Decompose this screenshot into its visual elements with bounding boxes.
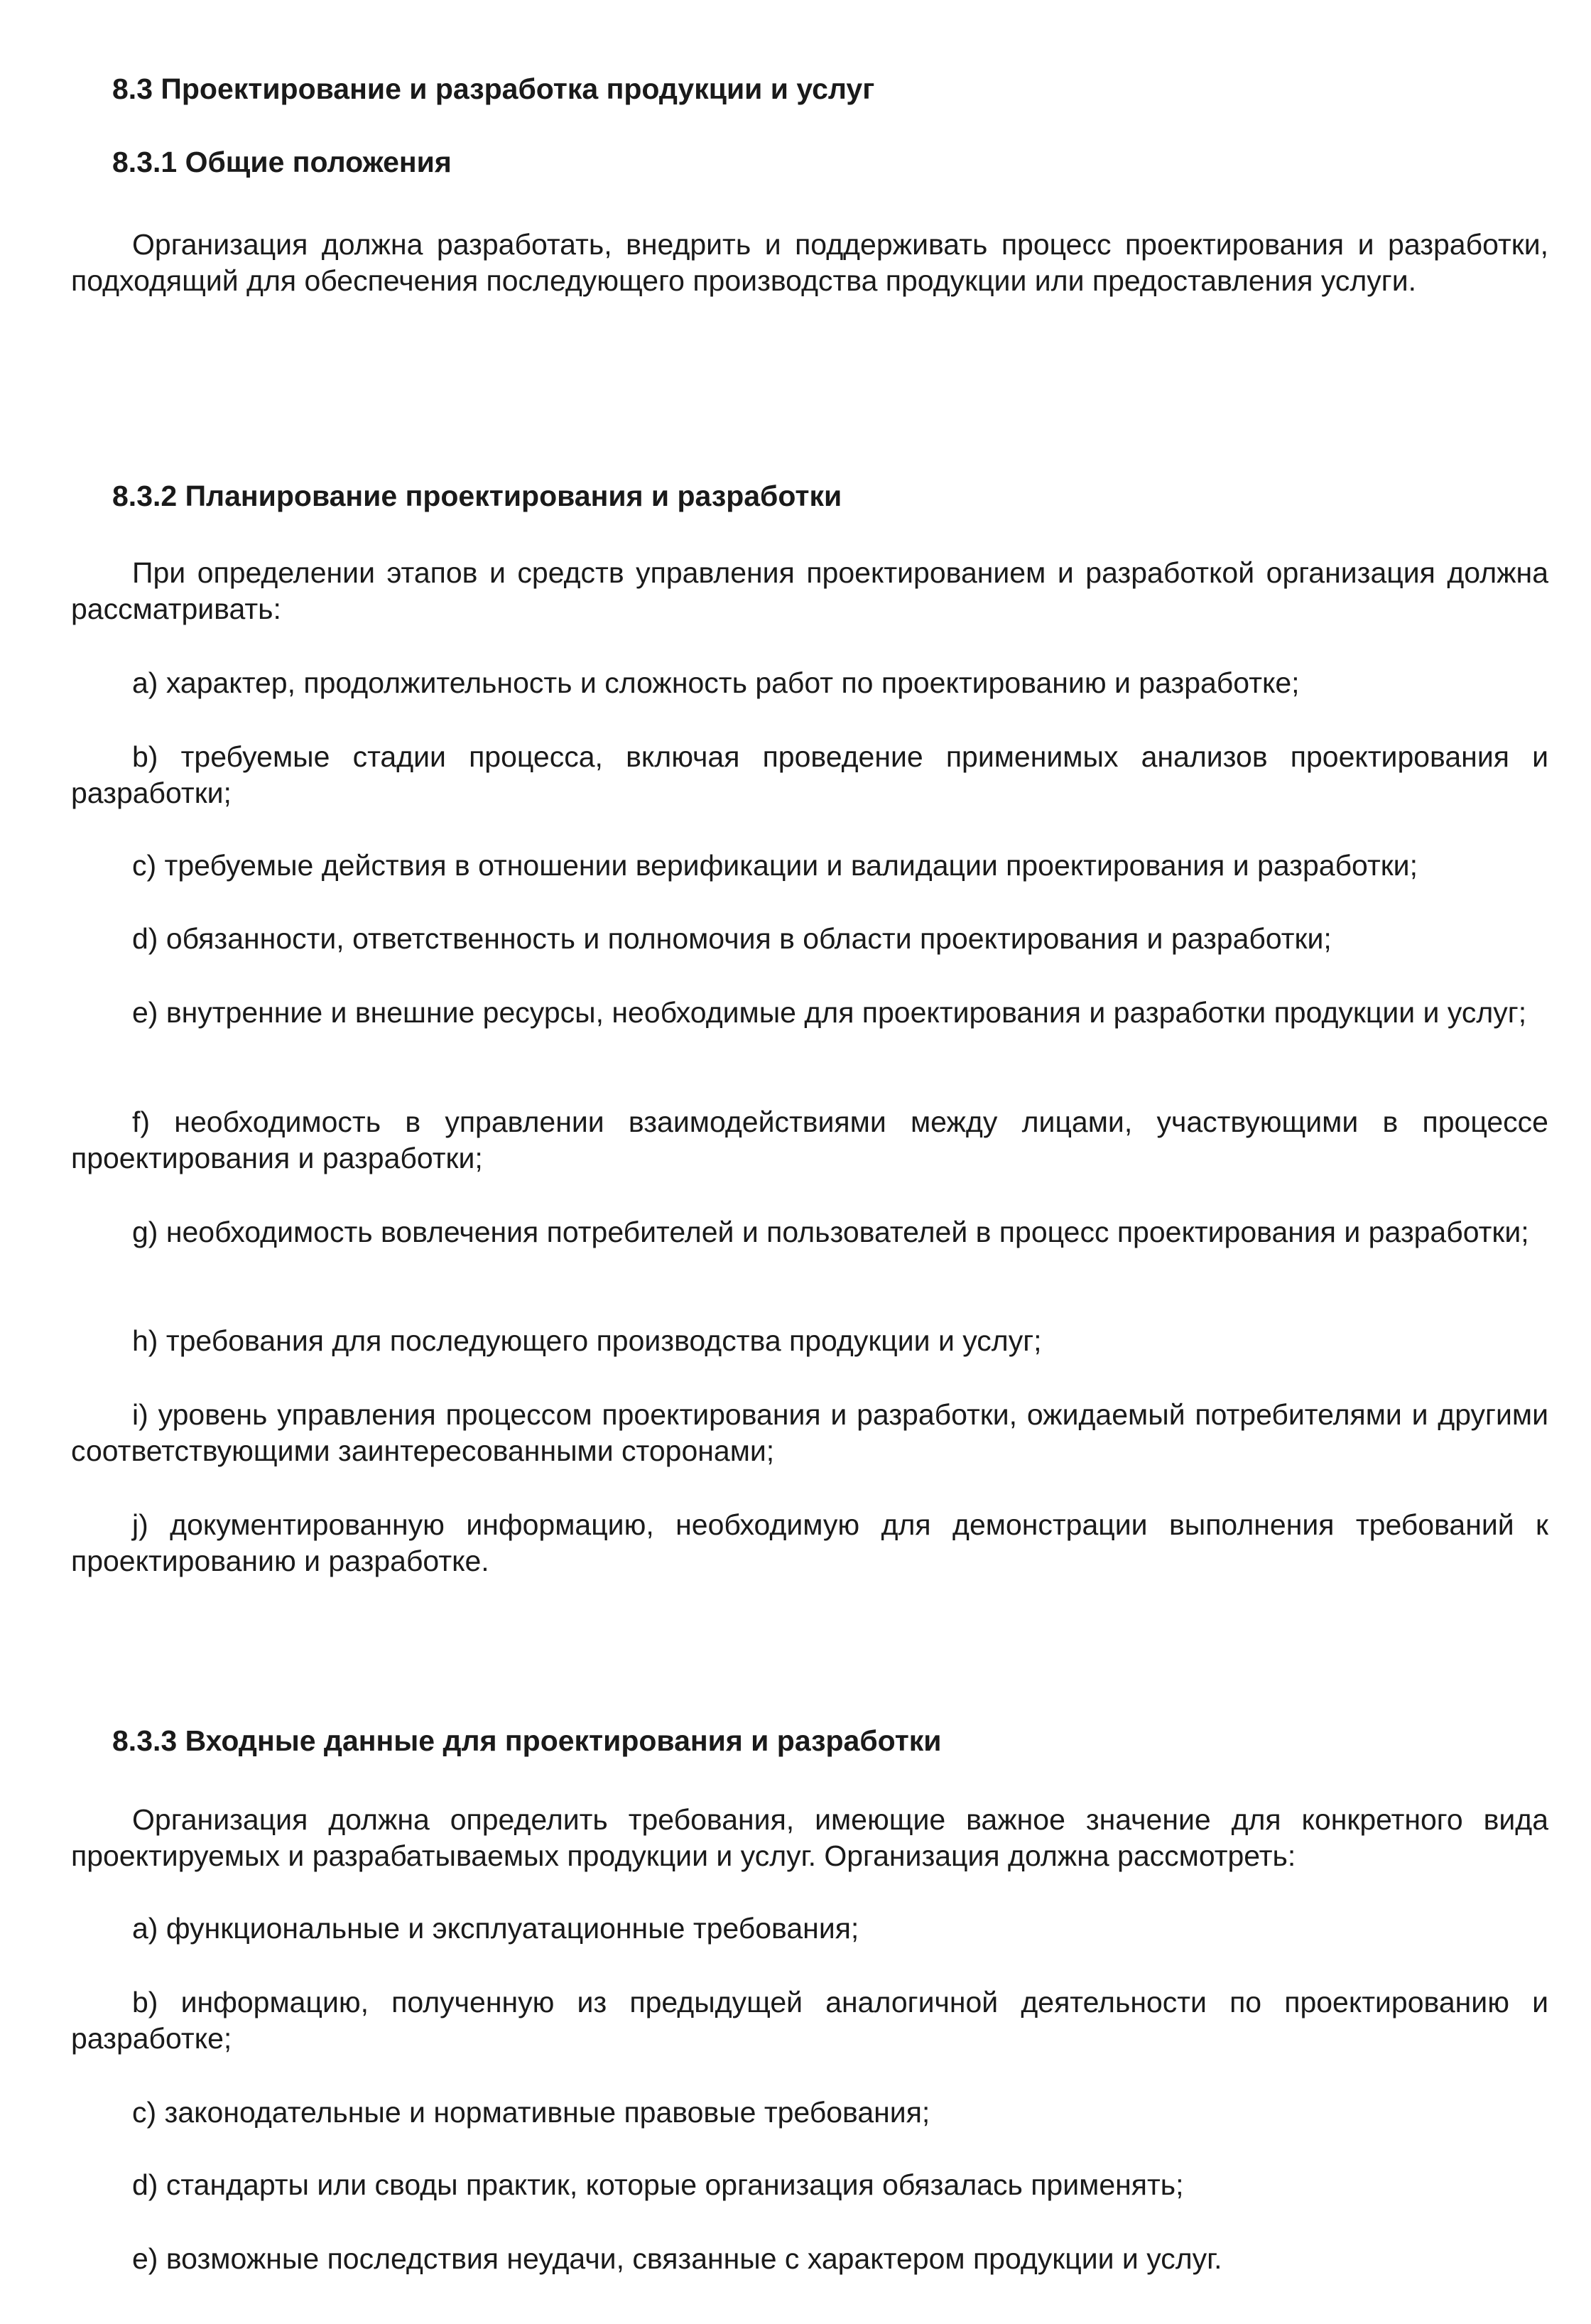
section-8-3-2-item-f: f) необходимость в управлении взаимодействиями между лицами, участвующими в процессе проектирования и разработки; [71, 1106, 1548, 1174]
section-8-3-3-item-c: c) законодательные и нормативные правовые требования; [132, 2096, 930, 2129]
section-8-3-2-item-a: a) характер, продолжительность и сложность работ по проектированию и разработке; [132, 666, 1300, 699]
section-8-3-2-item-e: e) внутренние и внешние ресурсы, необходимые для проектирования и разработки продукции и услуг; [132, 996, 1527, 1029]
section-8-3-3-item-d: d) стандарты или своды практик, которые организация обязалась применять; [132, 2168, 1184, 2201]
section-8-3-heading: 8.3 Проектирование и разработка продукции и услуг [112, 72, 875, 105]
section-8-3-3-item-a: a) функциональные и эксплуатационные требования; [132, 1912, 859, 1945]
section-8-3-3-heading: 8.3.3 Входные данные для проектирования и разработки [112, 1724, 942, 1757]
section-8-3-2-item-c: c) требуемые действия в отношении верификации и валидации проектирования и разработки; [132, 849, 1418, 882]
section-8-3-2-item-d: d) обязанности, ответственность и полномочия в области проектирования и разработки; [132, 922, 1332, 955]
section-8-3-2-item-g: g) необходимость вовлечения потребителей и пользователей в процесс проектирования и разработки; [132, 1216, 1529, 1248]
section-8-3-1-paragraph: Организация должна разработать, внедрить и поддерживать процесс проектирования и разработки, подходящий для обеспечения последующего производства продукции или предоставления услуги. [71, 228, 1548, 297]
section-8-3-2-item-h: h) требования для последующего производства продукции и услуг; [132, 1324, 1042, 1357]
section-8-3-3-intro: Организация должна определить требования, имеющие важное значение для конкретного вида проектируемых и разрабатываемых продукции и услуг. Организация должна рассмотреть: [71, 1803, 1548, 1872]
section-8-3-2-item-j: j) документированную информацию, необходимую для демонстрации выполнения требований к проектированию и разработке. [71, 1508, 1548, 1577]
section-8-3-2-item-b: b) требуемые стадии процесса, включая проведение применимых анализов проектирования и разработки; [71, 740, 1548, 809]
section-8-3-2-heading: 8.3.2 Планирование проектирования и разработки [112, 480, 842, 512]
section-8-3-3-item-b: b) информацию, полученную из предыдущей аналогичной деятельности по проектированию и разработке; [71, 1986, 1548, 2055]
section-8-3-3-item-e: e) возможные последствия неудачи, связанные с характером продукции и услуг. [132, 2242, 1222, 2275]
section-8-3-1-heading: 8.3.1 Общие положения [112, 146, 452, 178]
section-8-3-2-intro: При определении этапов и средств управления проектированием и разработкой организация должна рассматривать: [71, 556, 1548, 625]
section-8-3-2-item-i: i) уровень управления процессом проектирования и разработки, ожидаемый потребителями и другими соответствующими заинтересованными сторонами; [71, 1398, 1548, 1467]
